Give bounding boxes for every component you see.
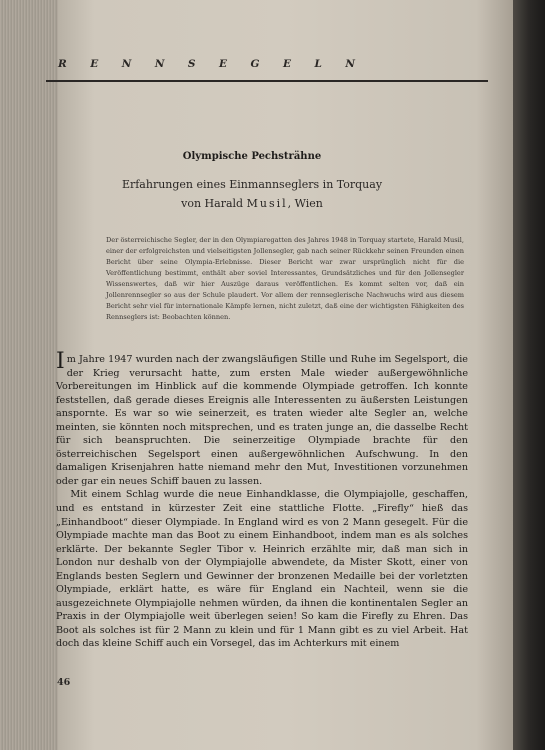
author-prefix: von Harald xyxy=(181,197,247,210)
book-page-edges xyxy=(0,0,62,750)
article-body xyxy=(56,349,468,651)
article-author xyxy=(46,197,458,210)
body-paragraph-1 xyxy=(56,349,468,488)
author-suffix: , Wien xyxy=(287,197,323,210)
page-number: 46 xyxy=(57,677,71,688)
header-rule xyxy=(46,80,488,82)
running-head: RENNSEGELN xyxy=(58,58,379,70)
author-name: Musil xyxy=(246,197,288,210)
drop-cap: I xyxy=(56,349,65,374)
article-title: Olympische Pechsträhne xyxy=(182,151,322,162)
article-subtitle: Erfahrungen eines Einmannseglers in Torquay xyxy=(121,178,383,191)
paragraph-1-text: m Jahre 1947 wurden nach der zwangsläufigen Stille und Ruhe im Segelsport, die der Krieg verursacht hatte, zum ersten Male wieder außergewöhnliche Vorbereitungen im Hinblick auf die kommende Olympiade getroffen. Ich konnte feststellen, daß gerade dieses Ereignis alle Interessenten zu äußersten Leistungen anspornte. Es war so wie seinerzeit, es traten wieder alte Segler an, welche meinten, sie könnten noch mitsprechen, und es traten junge an, die dasselbe Recht für sich beanspruchten. Die seinerzeitige Olympiade brachte für den österreichischen Segelsport einen außergewöhnlichen Aufschwung. In den damaligen Krisenjahren hatte niemand mehr den Mut, Investitionen vorzunehmen oder gar ein neues Schiff bauen zu lassen. xyxy=(56,354,468,487)
body-paragraph-2: Mit einem Schlag wurde die neue Einhandklasse, die Olympiajolle, geschaffen, und es entstand in kürzester Zeit eine stattliche Flotte. „Firefly“ hieß das „Einhandboot“ dieser Olympiade. In England wird es von 2 Mann gesegelt. Für die Olympiade machte man das Boot zu einem Einhandboot, indem man es als solches erklärte. Der bekannte Segler Tibor v. Heinrich erzählte mir, daß man sich in London nur deshalb von der Olympiajolle abwendete, da Mister Skott, einer von Englands besten Seglern und Gewinner der bronzenen Medaille bei der vorletzten Olympiade, erklärt hatte, es wäre für England ein Nachteil, wenn sie die ausgezeichnete Olympiajolle nehmen würden, da ihnen die kontinentalen Segler an Praxis in der Olympiajolle weit überlegen seien! So kam die Firefly zu Ehren. Das Boot als solches ist für 2 Mann zu klein und für 1 Mann gibt es zu viel Arbeit. Hat doch das kleine Schiff auch ein Vorsegel, das im Achterkurs mit einem xyxy=(56,489,468,650)
article-abstract: Der österreichische Segler, der in den Olympiaregatten des Jahres 1948 in Torquay startete, Harald Musil, einer der erfolgreichsten und vielseitigsten Jollensegler, gab nach seiner Rückkehr seinen Freunden einen Bericht über seine Olympia-Erlebnisse. Dieser Bericht war zwar ursprünglich nicht für die Veröffentlichung bestimmt, enthält aber soviel Interessantes, Grundsätzliches und für den Jollensegler Wissenswertes, daß wir hier Auszüge daraus veröffentlichen. Es kommt selten vor, daß ein Jollenrennsegler so aus der Schule plaudert. Vor allem der rennseglerische Nachwuchs wird aus diesem Bericht sehr viel für internationale Kämpfe lernen, nicht zuletzt, daß eine der wichtigsten Fähigkeiten des Rennseglers ist: Beobachten können. xyxy=(106,236,464,321)
